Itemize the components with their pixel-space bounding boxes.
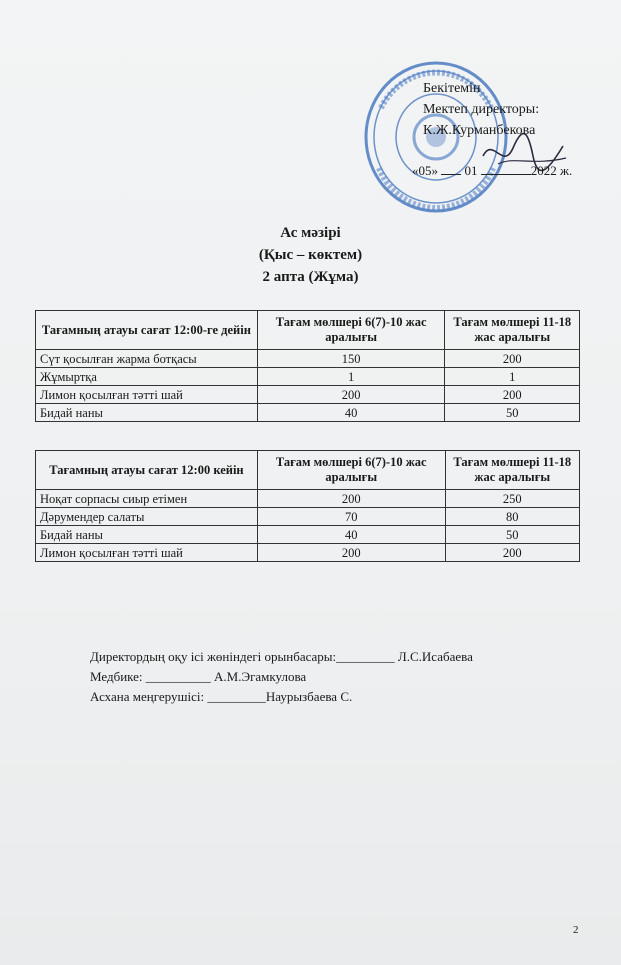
table-row [36,404,580,422]
portion-junior: 40 [257,526,445,544]
portion-senior: 50 [445,404,580,422]
portion-junior: 40 [257,404,445,422]
portion-junior: 150 [257,350,445,368]
table-header-row [36,311,580,350]
table-header: Тағам мөлшері 6(7)-10 жас аралығы [257,311,445,350]
table-header: Тағамның атауы сағат 12:00-ге дейін [36,311,258,350]
dish-name: Сүт қосылған жарма ботқасы [36,350,258,368]
menu-table-after-noon [35,450,580,562]
menu-title-line2: (Қыс – көктем) [258,247,363,263]
approval-name: К.Ж.Курманбекова [423,123,536,138]
dish-name: Лимон қосылған тәтті шай [36,544,258,562]
date-month: 01 [464,163,478,178]
table-header: Тағам мөлшері 11-18 жас аралығы [445,311,580,350]
menu-title [0,222,621,288]
portion-junior: 70 [257,508,445,526]
dish-name: Бидай наны [36,404,258,422]
portion-junior: 200 [257,386,445,404]
dish-name: Лимон қосылған тәтті шай [36,386,258,404]
portion-senior: 200 [445,386,580,404]
portion-senior: 1 [445,368,580,386]
menu-title-line3: 2 апта (Жұма) [262,269,359,285]
table-header: Тағам мөлшері 6(7)-10 жас аралығы [257,451,445,490]
dish-name: Ноқат сорпасы сиыр етімен [36,490,258,508]
portion-senior: 200 [445,350,580,368]
signature-nurse: Медбике: __________ А.М.Эгамкулова [90,669,307,684]
menu-title-line1: Ас мәзірі [280,225,341,241]
portion-junior: 200 [257,490,445,508]
approval-block [423,78,539,141]
signature-canteen-head: Асхана меңгерушісі: _________Наурызбаева С. [90,689,353,704]
signatures-block [90,647,473,707]
signature-deputy-director: Директордың оқу ісі жөніндегі орынбасары:_________ Л.С.Исабаева [90,649,473,664]
table-row [36,508,580,526]
portion-senior: 80 [445,508,579,526]
portion-junior: 1 [257,368,445,386]
approval-title: Бекітемін [423,81,481,96]
date-day: «05» [412,163,438,178]
approval-position: Мектеп директоры: [423,102,540,117]
table-row [36,526,580,544]
table-header-row [36,451,580,490]
table-header: Тағамның атауы сағат 12:00 кейін [36,451,258,490]
table-header: Тағам мөлшері 11-18 жас аралығы [445,451,579,490]
portion-senior: 200 [445,544,579,562]
dish-name: Бидай наны [36,526,258,544]
table-row [36,386,580,404]
table-row [36,350,580,368]
portion-junior: 200 [257,544,445,562]
table-row [36,490,580,508]
dish-name: Дәрумендер салаты [36,508,258,526]
table-row [36,544,580,562]
portion-senior: 250 [445,490,579,508]
page-number: 2 [573,924,579,936]
date-year: 2022 ж. [530,163,573,178]
approval-date [412,163,572,179]
dish-name: Жұмыртқа [36,368,258,386]
portion-senior: 50 [445,526,579,544]
table-row [36,368,580,386]
menu-table-before-noon [35,310,580,422]
